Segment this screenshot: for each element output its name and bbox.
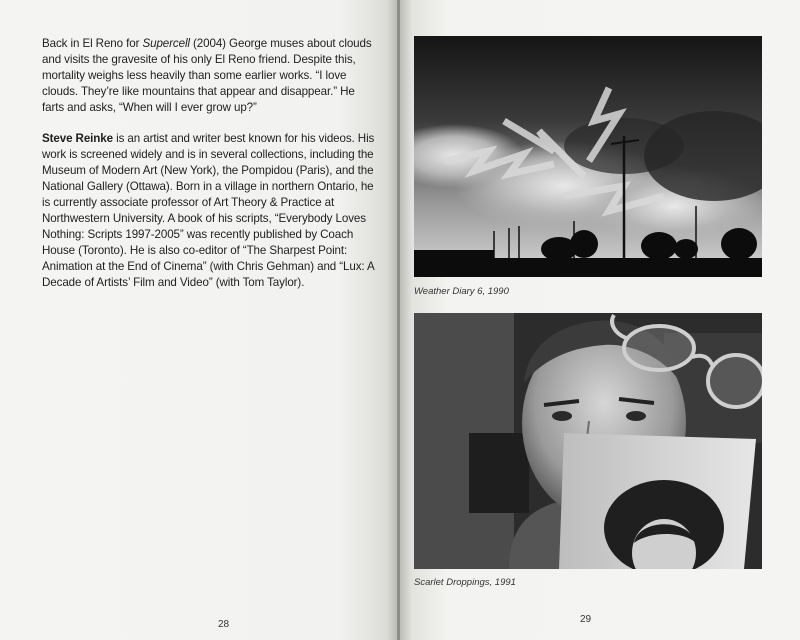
left-page <box>0 0 398 640</box>
figure-caption: Scarlet Droppings, 1991 <box>414 577 516 588</box>
artist-name: Steve Reinke <box>42 132 113 145</box>
paragraph-text: Back in El Reno for <box>42 37 143 50</box>
bio-text: is an artist and writer best known for his videos. His work is screened widely and is in several collections, including the Museum of Modern Art (New York), the Pompidou (Paris), and the National Gallery (Ottawa). Born in a village in northern Ontario, he is currently associate professor of Art Theory & Practice at Northwestern University. A book of his scripts, “Everybody Loves Nothing: Scripts 1997-2005” was recently published by Coach House (Toronto). He is also co-editor of “The Sharpest Point: Animation at the End of Cinema” (with Chris Gehman) and “Lux: A Decade of Artists’ Film and Video” (with Tom Taylor). <box>42 132 375 289</box>
work-title: Supercell <box>142 37 190 50</box>
paragraph-bio <box>42 131 376 291</box>
weather-diary-photo <box>414 36 762 277</box>
paragraph-supercell <box>42 36 376 116</box>
paragraph-text: (2004) George muses about clouds and visits the gravesite of his only El Reno friend. Despite this, mortality weighs less heavily than some earlier works. “I love clouds. They’re like mountains that appear and disappear.” He farts and asks, “When will I ever grow up?” <box>42 37 372 114</box>
right-page <box>400 0 800 640</box>
body-text <box>42 36 376 306</box>
portrait-photo-card <box>559 433 756 569</box>
scarlet-droppings-photo <box>414 313 762 569</box>
page-number-left: 28 <box>218 619 230 630</box>
page-number-right: 29 <box>580 614 592 625</box>
figure-caption: Weather Diary 6, 1990 <box>414 286 509 297</box>
